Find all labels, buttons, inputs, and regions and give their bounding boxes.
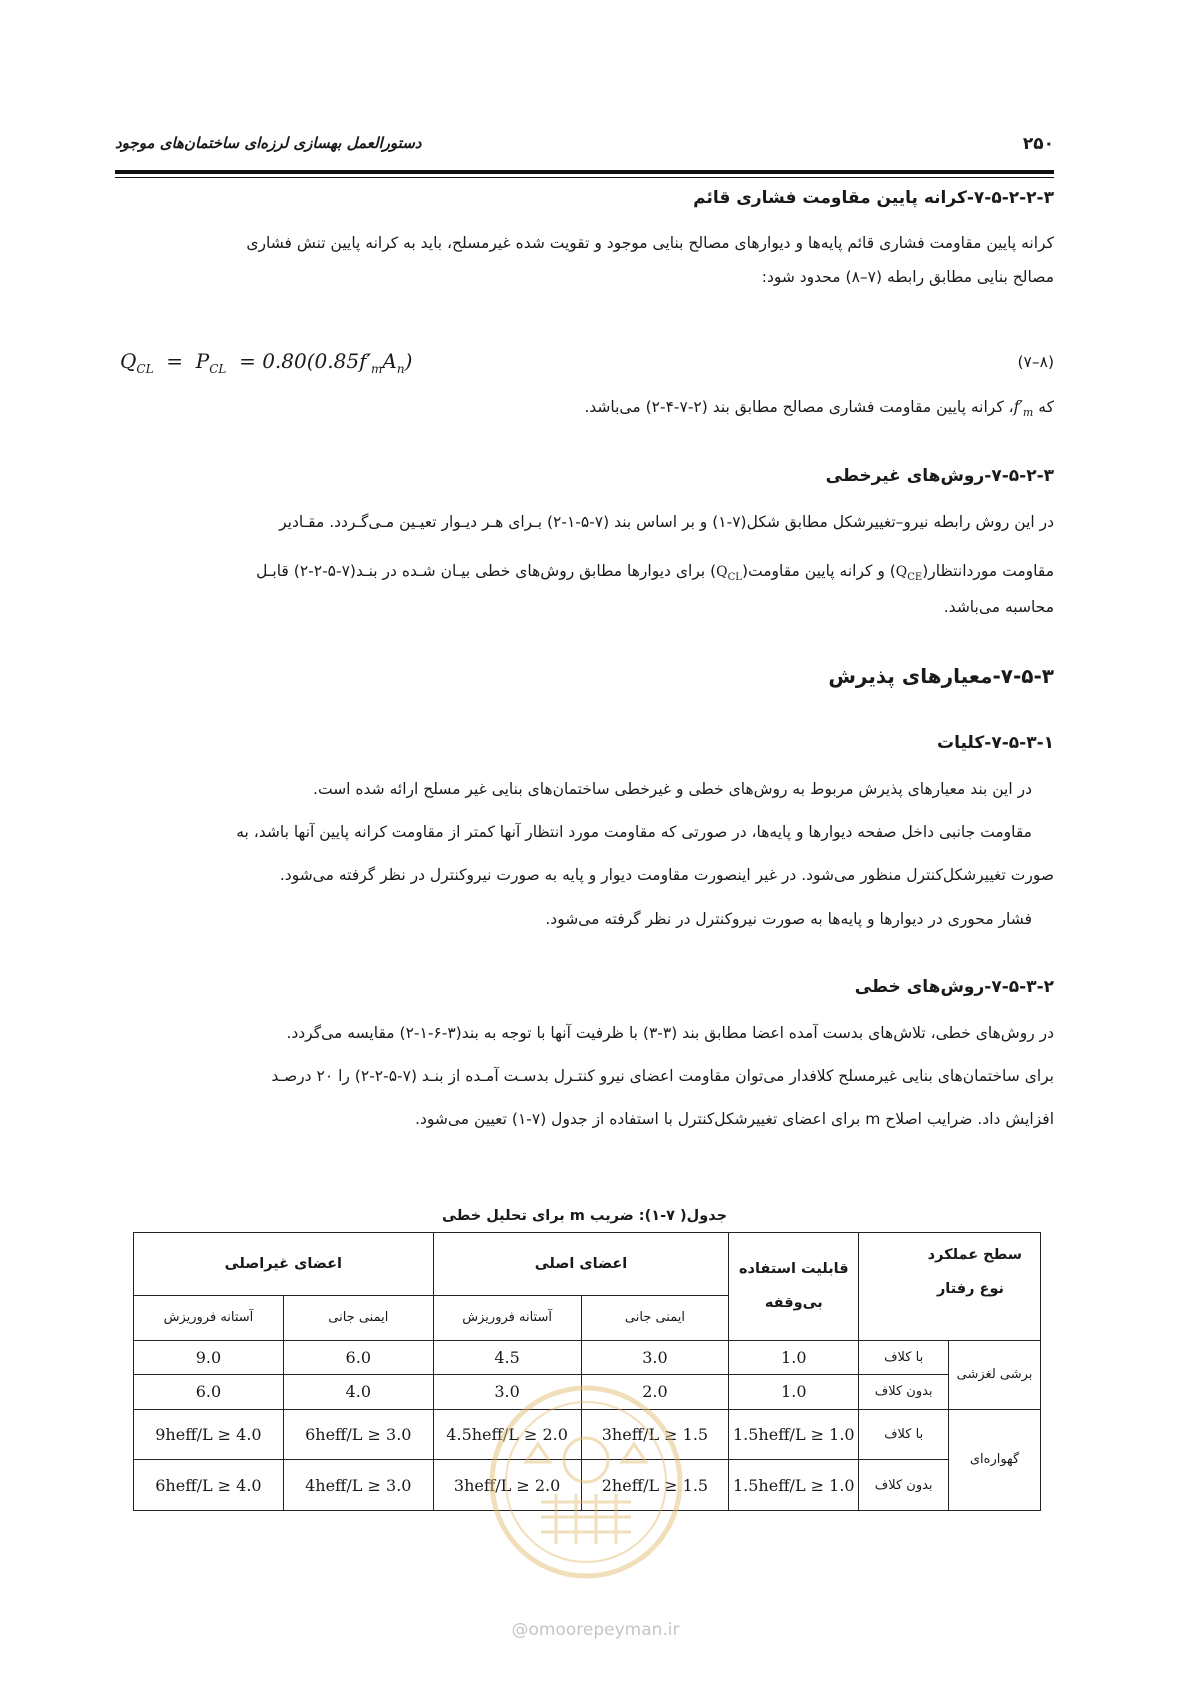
equation-8 [115,349,1054,383]
paragraph-line: برای ساختمان‌های بنایی غیرمسلح کلافدار می‌توان مقاومت اعضای نیرو کنتـرل بدسـت آمـده از بنـد (۷-۵-۲-۲) را ۲۰ درصـد [271,1067,1054,1085]
section-heading: ۷-۵-۳-۱-کلیات [937,733,1054,753]
paragraph-line: در این بند معیارهای پذیرش مربوط به روش‌های خطی و غیرخطی ساختمان‌های بنایی غیر مسلح ارائه شده است. [313,780,1032,798]
paragraph-line: در روش‌های خطی، تلاش‌های بدست آمده اعضا مطابق بند (۳-۳) با ظرفیت آنها با توجه به بند(۳-۶-۱-۲) مقایسه می‌گردد. [286,1024,1054,1042]
paragraph-line: مقاومت جانبی داخل صفحه دیوارها و پایه‌ها، در صورتی که مقاومت مورد انتظار آنها کمتر از مقاومت کرانه پایین آنها باشد، به [236,823,1032,841]
cell-io: 1.5heff/L ≥ 1.0 [729,1409,859,1460]
paragraph-line: در این روش رابطه نیرو–تغییرشکل مطابق شکل(۷-۱) و بر اساس بند (۷-۵-۱-۲) بـرای هـر دیـوار تعیـین مـی‌گـردد. مقـادیر [279,513,1054,531]
paragraph-line: افزایش داد. ضرایب اصلاح m برای اعضای تغییرشکل‌کنترل با استفاده از جدول (۷-۱) تعیین می‌شود. [415,1110,1054,1128]
row-group-label: گهواره‌ای [949,1409,1041,1511]
section-heading: ۷-۵-۲-۲-۳-کرانه پایین مقاومت فشاری قائم [693,188,1054,208]
text-run: مقاومت موردانتظار( [922,562,1054,580]
cell-primary-ls: 2.0 [581,1375,729,1409]
paragraph-line [115,390,1054,430]
text-run: ) برای دیوارها مطابق روش‌های خطی بیـان شـده در بنـد(۷-۵-۲-۲) قابـل [256,562,717,580]
row-sub-label: بدون کلاف [859,1375,949,1409]
cell-secondary-ls: 4heff/L ≥ 3.0 [283,1460,433,1511]
cell-primary-ls: 3.0 [581,1340,729,1374]
section-heading: ۷-۵-۳-۲-روش‌های خطی [854,977,1054,997]
qce-symbol: $Q_{CE}$ [895,564,923,583]
watermark-seal-icon [486,1382,686,1582]
page-number: ۲۵۰ [1022,134,1054,154]
cell-primary-cp: 4.5 [433,1340,581,1374]
paragraph-line: مصالح بنایی مطابق رابطه (۷–۸) محدود شود: [761,268,1054,286]
cell-primary-cp: 4.5heff/L ≥ 2.0 [433,1409,581,1460]
row-sub-label: با کلاف [859,1340,949,1374]
cell-primary-ls: 2heff/L ≥ 1.5 [581,1460,729,1511]
header-secondary: اعضای غیراصلی [134,1233,434,1296]
header-primary: اعضای اصلی [433,1233,729,1296]
table-row [134,1340,1041,1374]
cell-io: 1.0 [729,1375,859,1409]
header-rule-thin [115,177,1054,178]
row-group-label: برشی لغزشی [949,1340,1041,1409]
cell-secondary-cp: 9heff/L ≥ 4.0 [134,1409,284,1460]
cell-secondary-cp: 6.0 [134,1375,284,1409]
page-header [115,134,1054,160]
text-run: ) و کرانه پایین مقاومت( [741,562,896,580]
cell-secondary-ls: 4.0 [283,1375,433,1409]
header-rule-thick [115,170,1054,174]
paragraph-line: صورت تغییرشکل‌کنترل منظور می‌شود. در غیر اینصورت مقاومت دیوار و پایه به صورت نیروکنترل در نظر گرفته می‌شود. [279,866,1054,884]
where-text: ، کرانه پایین مقاومت فشاری مصالح مطابق بند (۲-۷-۴-۲) می‌باشد. [584,398,1014,416]
subheader-primary-cp: آستانه فروریزش [433,1295,581,1340]
cell-secondary-cp: 9.0 [134,1340,284,1374]
paragraph-line: محاسبه می‌باشد. [943,598,1054,616]
paragraph-line [115,554,1054,595]
header-io: قابلیت استفاده بی‌وقفه [729,1233,859,1341]
footer-url: @omoorepeyman.ir [511,1620,680,1640]
table-caption: جدول( ۷-۱): ضریب m برای تحلیل خطی [441,1208,728,1224]
cell-secondary-cp: 6heff/L ≥ 4.0 [134,1460,284,1511]
table-corner-header [859,1233,1041,1341]
equation-number: (۷–۸) [1017,353,1054,371]
subheader-primary-ls: ایمنی جانی [581,1295,729,1340]
row-sub-label: بدون کلاف [859,1460,949,1511]
corner-bottom-label: نوع رفتار [936,1281,1004,1297]
section-heading: ۷-۵-۳-معیارهای پذیرش [828,664,1054,688]
corner-top-label: سطح عملکرد [927,1247,1022,1263]
equation-formula: $Q_{CL} = P_{CL} = 0.80(0.85f'_mA_n)$ [120,349,413,376]
equation-lhs-q: $Q_{CL}$ [120,349,154,376]
paragraph-line: فشار محوری در دیوارها و پایه‌ها به صورت نیروکنترل در نظر گرفته می‌شود. [545,910,1032,928]
cell-secondary-ls: 6heff/L ≥ 3.0 [283,1409,433,1460]
cell-secondary-ls: 6.0 [283,1340,433,1374]
cell-io: 1.0 [729,1340,859,1374]
subheader-secondary-ls: ایمنی جانی [283,1295,433,1340]
qcl-symbol: $Q_{CL}$ [716,564,742,583]
cell-primary-cp: 3heff/L ≥ 2.0 [433,1460,581,1511]
subheader-secondary-cp: آستانه فروریزش [134,1295,284,1340]
cell-primary-cp: 3.0 [433,1375,581,1409]
book-title: دستورالعمل بهسازی لرزه‌ای ساختمان‌های موجود [115,134,422,152]
paragraph-line: کرانه پایین مقاومت فشاری قائم پایه‌ها و دیوارهای مصالح بنایی موجود و تقویت شده غیرمسلح، باید به کرانه پایین تنش فشاری [246,234,1054,252]
cell-primary-ls: 3heff/L ≥ 1.5 [581,1409,729,1460]
row-sub-label: با کلاف [859,1409,949,1460]
section-heading: ۷-۵-۲-۳-روش‌های غیرخطی [825,466,1054,486]
fm-symbol: $f'_m$ [1013,398,1034,420]
where-prefix: که [1038,398,1054,416]
cell-io: 1.5heff/L ≥ 1.0 [729,1460,859,1511]
equation-fm: $f'_m$ [359,349,383,376]
equation-p: $P_{CL}$ [195,349,227,376]
